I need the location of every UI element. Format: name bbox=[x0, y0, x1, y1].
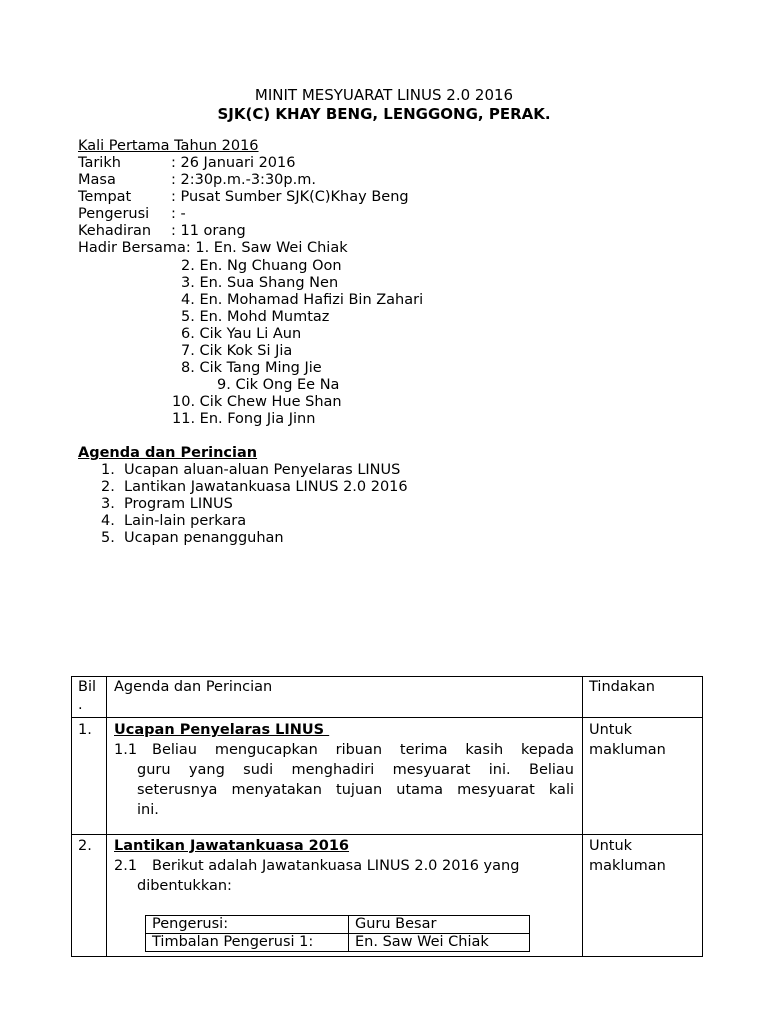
table-row-bil: 2. bbox=[78, 838, 92, 854]
attendee-item: 9. Cik Ong Ee Na bbox=[217, 377, 340, 393]
row-divider bbox=[72, 834, 702, 835]
header-action: Tindakan bbox=[589, 679, 655, 695]
attendee-item: 11. En. Fong Jia Jinn bbox=[172, 411, 316, 427]
table-row-action: makluman bbox=[589, 858, 666, 874]
table-row-subnum: 2.1 bbox=[114, 858, 138, 874]
attendee-item: 8. Cik Tang Ming Jie bbox=[181, 360, 322, 376]
attendee-item: 6. Cik Yau Li Aun bbox=[181, 326, 302, 342]
row-divider bbox=[72, 717, 702, 718]
committee-table bbox=[145, 915, 530, 952]
agenda-heading: Agenda dan Perincian bbox=[78, 445, 258, 461]
agenda-item-num: 2. bbox=[101, 479, 115, 495]
document-title: MINIT MESYUARAT LINUS 2.0 2016 bbox=[254, 86, 514, 104]
header-agenda: Agenda dan Perincian bbox=[114, 679, 273, 695]
meeting-heading: Kali Pertama Tahun 2016 bbox=[78, 138, 259, 154]
table-row-title: Lantikan Jawatankuasa 2016 bbox=[114, 838, 350, 854]
table-row-line: seterusnya menyatakan tujuan utama mesyuarat kali bbox=[137, 782, 574, 798]
detail-value-masa: : 2:30p.m.-3:30p.m. bbox=[171, 172, 316, 188]
detail-label-kehadiran: Kehadiran bbox=[78, 223, 152, 239]
table-row-line: Berikut adalah Jawatankuasa LINUS 2.0 2016 yang bbox=[152, 858, 520, 874]
table-row-action: Untuk bbox=[589, 722, 633, 738]
agenda-item-text: Ucapan aluan-aluan Penyelaras LINUS bbox=[124, 462, 401, 478]
detail-value-kehadiran: : 11 orang bbox=[171, 223, 246, 239]
agenda-item-num: 5. bbox=[101, 530, 115, 546]
agenda-item-num: 3. bbox=[101, 496, 115, 512]
attendee-item: 3. En. Sua Shang Nen bbox=[181, 275, 339, 291]
table-row-line: ini. bbox=[137, 802, 159, 818]
table-row bbox=[146, 916, 530, 934]
committee-name: Guru Besar bbox=[349, 916, 530, 934]
table-row-title: Ucapan Penyelaras LINUS bbox=[114, 722, 330, 738]
attendee-item: 7. Cik Kok Si Jia bbox=[181, 343, 293, 359]
committee-role: Pengerusi: bbox=[146, 916, 349, 934]
table-row-action: Untuk bbox=[589, 838, 633, 854]
detail-label-tempat: Tempat bbox=[78, 189, 132, 205]
attendee-item: 2. En. Ng Chuang Oon bbox=[181, 258, 342, 274]
table-row-line: dibentukkan: bbox=[137, 878, 232, 894]
table-row-subnum: 1.1 bbox=[114, 742, 138, 758]
agenda-item-num: 1. bbox=[101, 462, 115, 478]
committee-name: En. Saw Wei Chiak bbox=[349, 934, 530, 952]
committee-role: Timbalan Pengerusi 1: bbox=[146, 934, 349, 952]
detail-value-tarikh: : 26 Januari 2016 bbox=[171, 155, 296, 171]
header-bil: Bil bbox=[78, 679, 97, 695]
attendees-label: Hadir Bersama: 1. En. Saw Wei Chiak bbox=[78, 240, 348, 256]
table-row-action: makluman bbox=[589, 742, 666, 758]
school-name: SJK(C) KHAY BENG, LENGGONG, PERAK. bbox=[217, 105, 551, 123]
detail-label-masa: Masa bbox=[78, 172, 116, 188]
header-bil-dot: . bbox=[78, 697, 83, 713]
table-row-line: Beliau mengucapkan ribuan terima kasih kepada bbox=[152, 742, 574, 758]
minutes-table bbox=[71, 676, 703, 957]
table-row-line: guru yang sudi menghadiri mesyuarat ini. Beliau bbox=[137, 762, 574, 778]
column-divider bbox=[582, 677, 583, 956]
column-divider bbox=[106, 677, 107, 956]
agenda-item-text: Program LINUS bbox=[124, 496, 233, 512]
agenda-item-num: 4. bbox=[101, 513, 115, 529]
agenda-item-text: Lain-lain perkara bbox=[124, 513, 247, 529]
table-row-bil: 1. bbox=[78, 722, 92, 738]
attendee-item: 10. Cik Chew Hue Shan bbox=[172, 394, 342, 410]
detail-value-tempat: : Pusat Sumber SJK(C)Khay Beng bbox=[171, 189, 409, 205]
detail-label-pengerusi: Pengerusi bbox=[78, 206, 150, 222]
agenda-item-text: Ucapan penangguhan bbox=[124, 530, 284, 546]
attendee-item: 5. En. Mohd Mumtaz bbox=[181, 309, 330, 325]
table-row bbox=[146, 934, 530, 952]
detail-label-tarikh: Tarikh bbox=[78, 155, 121, 171]
agenda-item-text: Lantikan Jawatankuasa LINUS 2.0 2016 bbox=[124, 479, 408, 495]
attendee-item: 4. En. Mohamad Hafizi Bin Zahari bbox=[181, 292, 424, 308]
detail-value-pengerusi: : - bbox=[171, 206, 186, 222]
